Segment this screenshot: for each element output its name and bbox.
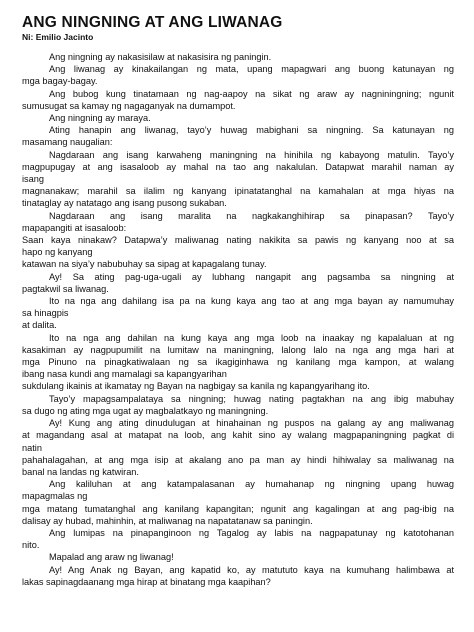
essay-line: sa dugo ng ating mga ugat ay magbalatkayo ng maningning. [22, 405, 269, 416]
essay-line: pagtakwil sa liwanag. [22, 283, 109, 294]
essay-line: isang [22, 174, 44, 185]
essay-line: Ang ningning ay maraya. [49, 113, 151, 124]
essay-line: nito. [22, 540, 40, 551]
essay-line: Ay! Sa ating pag-uga-ugali ay lubhang nangapit ang pagsamba sa ningning at [49, 271, 454, 282]
essay-line: at magandang asal at matapat na loob, ang kahit sino ay walang magpapaningning pagkat di [22, 430, 454, 441]
essay-line: Tayo’y mapagsampalataya sa ningning; huwag nating pagtakhan na ang ibig mabuhay [49, 393, 454, 404]
essay-line: katawan na siya’y nabubuhay sa sipag at kapagalang tunay. [22, 259, 267, 270]
document-title: ANG NINGNING AT ANG LIWANAG [22, 14, 283, 31]
essay-line: Saan kaya ninakaw? Datapwa’y maliwanag nating nakikita sa pawis ng kanyang noo at sa [22, 235, 454, 246]
essay-line: dalisay ay hubad, mahinhin, at maliwanag na napatatanaw sa paningin. [22, 515, 313, 526]
essay-line: mapagmalas ng [22, 491, 88, 502]
essay-line: mga Pinuno na pinagkatiwalaan ng sa ikagiginhawa ng kanilang mga kampon, at walang [22, 357, 454, 368]
essay-line: banal na landas ng katwiran. [22, 466, 139, 477]
essay-line: Ito na nga ang dahilan na kung kaya ang mga loob na inaakay ng kapalaluan at ng [49, 332, 454, 343]
essay-line: pahahalagahan, at ang mga isip at akalang ano pa man ay hindi hihiwalay sa maliwanag na [22, 454, 454, 465]
essay-line: Ang kaliluhan at ang katampalasanan ay humahanap ng ningning upang huwag [49, 479, 454, 490]
essay-line: tinataglay ay natatago ang isang pusong sukaban. [22, 198, 227, 209]
essay-line: magnanakaw; marahil sa ilalim ng kanyang ipinatatanghal na kamahalan at mga hiyas na [22, 186, 454, 197]
essay-line: Nagdaraan ang isang karwaheng maningning na hinihila ng kabayong matulin. Tayo’y [49, 149, 454, 160]
essay-line: ibang nasa kundi ang mamalagi sa kapangyarihan [22, 369, 227, 380]
essay-line: Ang bubog kung tinatamaan ng nag-aapoy na sikat ng araw ay nagniningning; ngunit [49, 88, 454, 99]
essay-line: Mapalad ang araw ng liwanag! [49, 552, 174, 563]
essay-line: hapo ng kanyang [22, 247, 93, 258]
essay-line: natin [22, 442, 42, 453]
essay-line: at dalita. [22, 320, 57, 331]
essay-line: mga bagay-bagay. [22, 76, 98, 87]
document-author: Ni: Emilio Jacinto [22, 32, 94, 42]
essay-line: Nagdaraan ang isang maralita na nagkakanghihirap sa pinapasan? Tayo’y [49, 210, 454, 221]
essay-line: sumusugat sa kamay ng nagaganyak na dumampot. [22, 100, 236, 111]
essay-line: magpupugay at ang isasaloob ay mahal na tao ang nakalulan. Datapwat marahil naman ay [22, 161, 454, 172]
essay-line: Ay! Ang Anak ng Bayan, ang kapatid ko, ay matututo kaya na kumuhang halimbawa at [49, 564, 454, 575]
essay-line: Ito na nga ang dahilang isa pa na kung kaya ang tao at ang mga bayan ay namumuhay [49, 296, 454, 307]
essay-line: mapapangiti at isasaloob: [22, 222, 127, 233]
essay-line: Ang lumipas na pinapanginoon ng Tagalog ay labis na nagpapatunay ng katotohanan [49, 527, 454, 538]
essay-line: mga matang tumatanghal ang kanilang kapangitan; ngunit ang kagalingan at ang pag-ibig na [22, 503, 454, 514]
essay-line: masamang naugalian: [22, 137, 113, 148]
essay-line: Ang ningning ay nakasisilaw at nakasisira ng paningin. [49, 52, 272, 62]
essay-line: sukdulang ikainis at ikamatay ng Bayan na nagbigay sa kanila ng kapangyarihang ito. [22, 381, 370, 392]
essay-line: lakas sapinagdaanang mga hirap at binatang mga kaapihan? [22, 576, 271, 587]
essay-line: Ang liwanag ay kinakailangan ng mata, upang mapagwari ang buong katunayan ng [49, 64, 454, 75]
essay-line: kasakiman ay nagpupumilit na lumitaw na maningning, lalong lalo na nga ang mga hari at [22, 344, 454, 355]
essay-line: Ay! Kung ang ating dinudulugan at hinahainan ng puspos na galang ay ang maliwanag [49, 418, 454, 429]
essay-line: sa hinagpis [22, 308, 69, 319]
essay-body [22, 51, 454, 588]
essay-line: Ating hanapin ang liwanag, tayo’y huwag mabighani sa ningning. Sa katunayan ng [49, 125, 454, 136]
